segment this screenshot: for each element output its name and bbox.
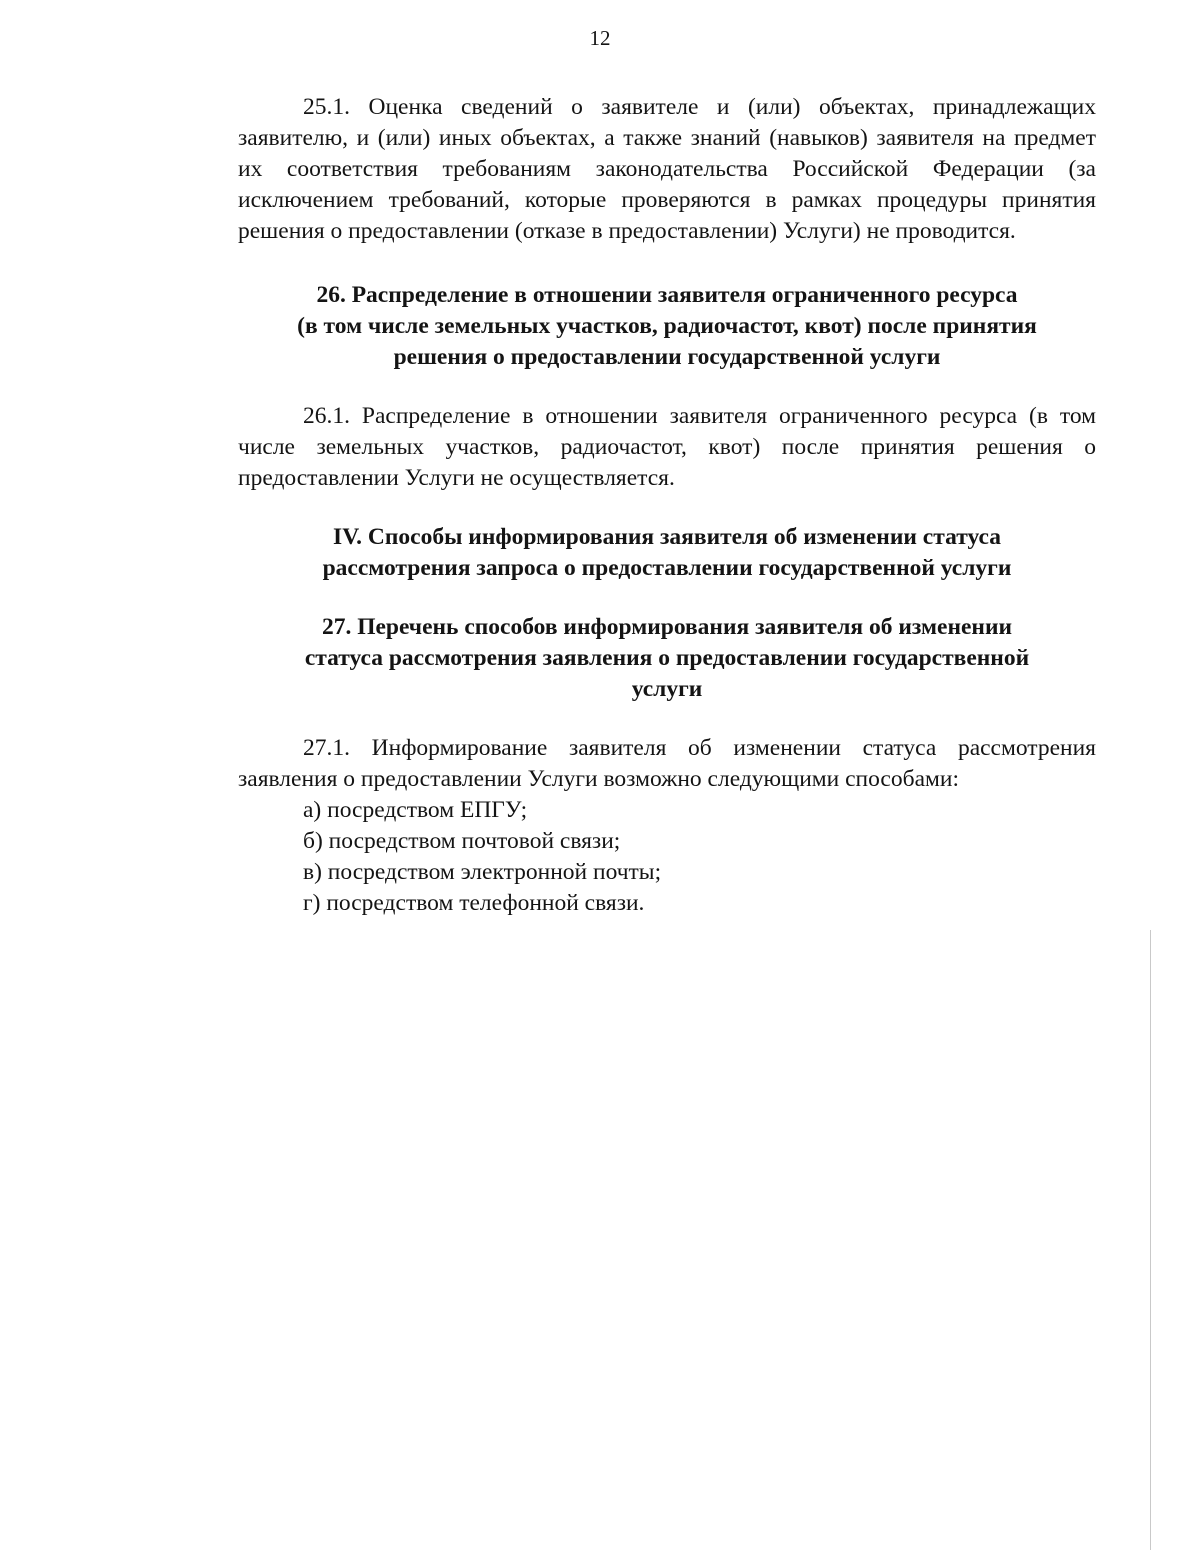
list-item: б) посредством почтовой связи; (303, 828, 621, 854)
heading-27-line-1: 27. Перечень способов информирования заявителя об изменении (321, 614, 1013, 640)
paragraph-25-1: 25.1. Оценка сведений о заявителе и (или) объектах, принадлежащих заявителю, и (или) иных объектах, а также знаний (навыков) заявителя на предмет их соответствия требованиям законодательства Российской Федерации (за исключением требований, которые проверяются в рамках процедуры принятия решения о предоставлении (отказе в предоставлении) Услуги) не проводится. (238, 94, 1096, 244)
heading-section-27 (238, 612, 1096, 705)
paragraph-27-1: 27.1. Информирование заявителя об изменении статуса рассмотрения заявления о предоставлении Услуги возможно следующими способами: (238, 735, 1096, 792)
informing-methods-list (238, 795, 1096, 919)
page-number: 12 (589, 26, 611, 50)
list-item: г) посредством телефонной связи. (303, 890, 645, 916)
heading-iv-line-1: IV. Способы информирования заявителя об изменении статуса (333, 524, 1001, 550)
heading-26-line-1: 26. Распределение в отношении заявителя ограниченного ресурса (316, 282, 1018, 308)
heading-section-iv (238, 522, 1096, 584)
heading-iv-line-2: рассмотрения запроса о предоставлении государственной услуги (322, 555, 1012, 581)
heading-26-line-2: (в том числе земельных участков, радиочастот, квот) после принятия (297, 313, 1037, 339)
scan-edge-mark (1150, 930, 1151, 1550)
heading-section-26 (238, 280, 1096, 373)
heading-27-line-3: услуги (631, 676, 703, 702)
list-item: а) посредством ЕПГУ; (303, 797, 528, 823)
heading-27-line-2: статуса рассмотрения заявления о предоставлении государственной (304, 645, 1030, 671)
heading-26-line-3: решения о предоставлении государственной услуги (393, 344, 941, 370)
list-item: в) посредством электронной почты; (303, 859, 662, 885)
paragraph-26-1: 26.1. Распределение в отношении заявителя ограниченного ресурса (в том числе земельных участков, радиочастот, квот) после принятия решения о предоставлении Услуги не осуществляется. (238, 403, 1096, 491)
document-body (238, 92, 1096, 919)
